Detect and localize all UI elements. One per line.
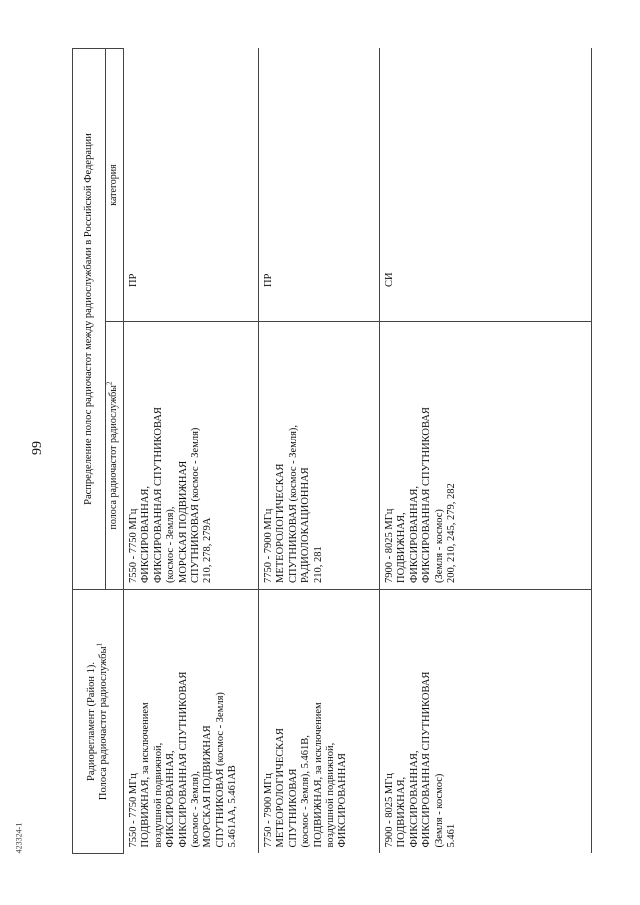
header-category: категория	[106, 49, 124, 322]
region-cell: 7900 - 8025 МГц ПОДВИЖНАЯ, ФИКСИРОВАННАЯ, ФИКСИРОВАННАЯ СПУТНИКОВАЯ (Земля - космос) 5.461	[380, 590, 592, 854]
allocation-table-container	[72, 48, 592, 854]
region-cell: 7750 - 7900 МГц МЕТЕОРОЛОГИЧЕСКАЯ СПУТНИКОВАЯ (космос - Земля), 5.461В, ПОДВИЖНАЯ, за исключением воздушной подвижной, ФИКСИРОВАННАЯ	[259, 590, 380, 854]
page-number: 99	[30, 441, 45, 455]
header-row-1	[73, 49, 106, 854]
header-region-subtitle: Полоса радиочастот радиослужбы$^1$	[95, 642, 109, 801]
header-allocation-group: Распределение полос радиочастот между радиослужбами в Российской Федерации	[73, 49, 106, 590]
category-cell: ПР	[259, 49, 380, 322]
header-region-title: Радиорегламент (Район 1).	[85, 662, 97, 781]
header-band: полоса радиочастот радиослужбы$^2$	[106, 322, 124, 590]
table-row	[259, 49, 380, 854]
category-cell: ПР	[124, 49, 259, 322]
table-row	[124, 49, 259, 854]
band-cell: 7550 - 7750 МГц ФИКСИРОВАННАЯ, ФИКСИРОВАННАЯ СПУТНИКОВАЯ (космос - Земля), МОРСКАЯ ПОДВИЖНАЯ СПУТНИКОВАЯ (космос - Земля) 210, 278, 279А	[124, 322, 259, 590]
frequency-allocation-table	[72, 48, 592, 854]
document-code: 423324-1	[14, 822, 24, 854]
band-cell: 7900 - 8025 МГц ПОДВИЖНАЯ, ФИКСИРОВАННАЯ, ФИКСИРОВАННАЯ СПУТНИКОВАЯ (Земля - космос) 200, 210, 245, 279, 282	[380, 322, 592, 590]
header-region	[73, 590, 124, 854]
table-row	[380, 49, 592, 854]
band-cell: 7750 - 7900 МГц МЕТЕОРОЛОГИЧЕСКАЯ СПУТНИКОВАЯ (космос - Земля), РАДИОЛОКАЦИОННАЯ 210, 281	[259, 322, 380, 590]
region-cell: 7550 - 7750 МГц ПОДВИЖНАЯ, за исключением воздушной подвижной, ФИКСИРОВАННАЯ, ФИКСИРОВАННАЯ СПУТНИКОВАЯ (космос - Земля), МОРСКАЯ ПОДВИЖНАЯ СПУТНИКОВАЯ (космос - Земля) 5.461АА, 5.461АВ	[124, 590, 259, 854]
category-cell: СИ	[380, 49, 592, 322]
